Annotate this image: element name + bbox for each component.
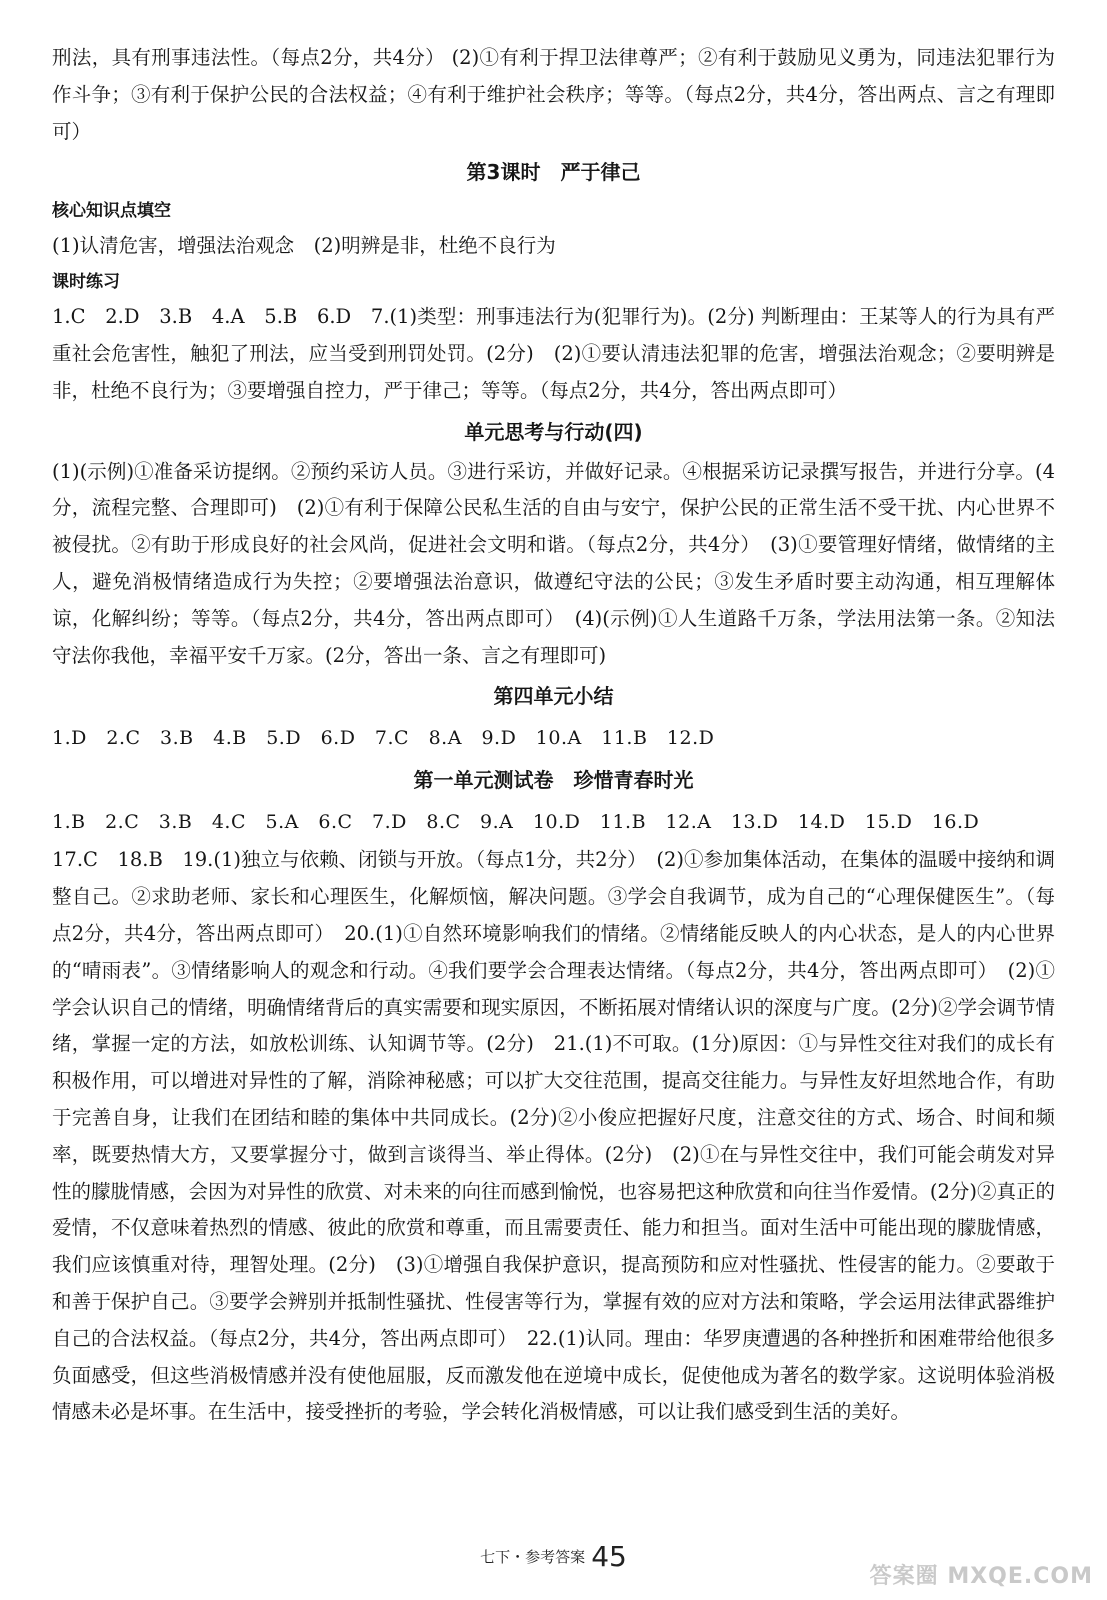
unit4-action-text: (1)(示例)①准备采访提纲。②预约采访人员。③进行采访，并做好记录。④根据采访记录撰写报告，并进行分享。(4分，流程完整、合理即可) (2)①有利于保障公民私生活的自由与安宁，保护公民的正常生活不受干扰、内心世界不被侵扰。②有助于形成良好的社会风尚，促进社会文明和谐。（每点2分，共4分） (3)①要管理好情绪，做情绪的主人，避免消极情绪造成行为失控；②要增强法治意识，做遵纪守法的公民；③发生矛盾时要主动沟通，相互理解体谅，化解纠纷；等等。（每点2分，共4分，答出两点即可） (4)(示例)①人生道路千万条，学法用法第一条。②知法守法你我他，幸福平安千万家。(2分，答出一条、言之有理即可): [52, 459, 1055, 667]
unit4-action-title: 单元思考与行动(四): [464, 419, 643, 444]
lesson3-title: 第3课时 严于律己: [466, 160, 641, 185]
footer-label: 七下・参考答案: [480, 1548, 586, 1566]
unit1-test-answers: 1.B 2.C 3.B 4.C 5.A 6.C 7.D 8.C 9.A 10.D 11.B 12.A 13.D 14.D 15.D 16.D: [52, 811, 980, 834]
unit4-summary-title: 第四单元小结: [493, 684, 614, 709]
continued-answer-text: 刑法，具有刑事违法性。（每点2分，共4分） (2)①有利于捍卫法律尊严；②有利于鼓励见义勇为，同违法犯罪行为作斗争；③有利于保护公民的合法权益；④有利于维护社会秩序；等等。（每点2分，共4分，答出两点、言之有理即可）: [52, 46, 1055, 143]
page-number: 45: [591, 1540, 627, 1573]
unit4-summary-answers: 1.D 2.C 3.B 4.B 5.D 6.D 7.C 8.A 9.D 10.A 11.B 12.D: [52, 727, 715, 750]
answer-page: [52, 40, 1055, 1431]
practice-heading: 课时练习: [52, 272, 120, 293]
watermark-logo: 答案圈 MXQE.COM: [869, 1564, 1093, 1589]
core-knowledge-text: (1)认清危害，增强法治观念 (2)明辨是非，杜绝不良行为: [52, 234, 556, 258]
unit1-test-title: 第一单元测试卷 珍惜青春时光: [413, 768, 694, 793]
core-knowledge-heading: 核心知识点填空: [52, 201, 171, 222]
practice-answers: 1.C 2.D 3.B 4.A 5.B 6.D 7.(1)类型：刑事违法行为(犯罪行为)。(2分) 判断理由：王某等人的行为具有严重社会危害性，触犯了刑法，应当受到刑罚处罚。(2分) (2)①要认清违法犯罪的危害，增强法治观念；②要明辨是非，杜绝不良行为；③要增强自控力，严于律己；等等。（每点2分，共4分，答出两点即可）: [52, 305, 1055, 402]
unit1-test-text: 17.C 18.B 19.(1)独立与依赖、闭锁与开放。（每点1分，共2分） (2)①参加集体活动，在集体的温暖中接纳和调整自己。②求助老师、家长和心理医生，化解烦恼，解决问题。③学会自我调节，成为自己的“心理保健医生”。（每点2分，共4分，答出两点即可） 20.(1)①自然环境影响我们的情绪。②情绪能反映人的内心状态，是人的内心世界的“晴雨表”。③情绪影响人的观念和行动。④我们要学会合理表达情绪。（每点2分，共4分，答出两点即可） (2)①学会认识自己的情绪，明确情绪背后的真实需要和现实原因，不断拓展对情绪认识的深度与广度。(2分)②学会调节情绪，掌握一定的方法，如放松训练、认知调节等。(2分) 21.(1)不可取。(1分)原因：①与异性交往对我们的成长有积极作用，可以增进对异性的了解，消除神秘感；可以扩大交往范围，提高交往能力。与异性友好坦然地合作，有助于完善自身，让我们在团结和睦的集体中共同成长。(2分)②小俊应把握好尺度，注意交往的方式、场合、时间和频率，既要热情大方，又要掌握分寸，做到言谈得当、举止得体。(2分) (2)①在与异性交往中，我们可能会萌发对异性的朦胧情感，会因为对异性的欣赏、对未来的向往而感到愉悦，也容易把这种欣赏和向往当作爱情。(2分)②真正的爱情，不仅意味着热烈的情感、彼此的欣赏和尊重，而且需要责任、能力和担当。面对生活中可能出现的朦胧情感，我们应该慎重对待，理智处理。(2分) (3)①增强自我保护意识，提高预防和应对性骚扰、性侵害的能力。②要敢于和善于保护自己。③要学会辨别并抵制性骚扰、性侵害等行为，掌握有效的应对方法和策略，学会运用法律武器维护自己的合法权益。（每点2分，共4分，答出两点即可） 22.(1)认同。理由：华罗庚遭遇的各种挫折和困难带给他很多负面感受，但这些消极情感并没有使他屈服，反而激发他在逆境中成长，促使他成为著名的数学家。这说明体验消极情感未必是坏事。在生活中，接受挫折的考验，学会转化消极情感，可以让我们感受到生活的美好。: [52, 848, 1055, 1424]
